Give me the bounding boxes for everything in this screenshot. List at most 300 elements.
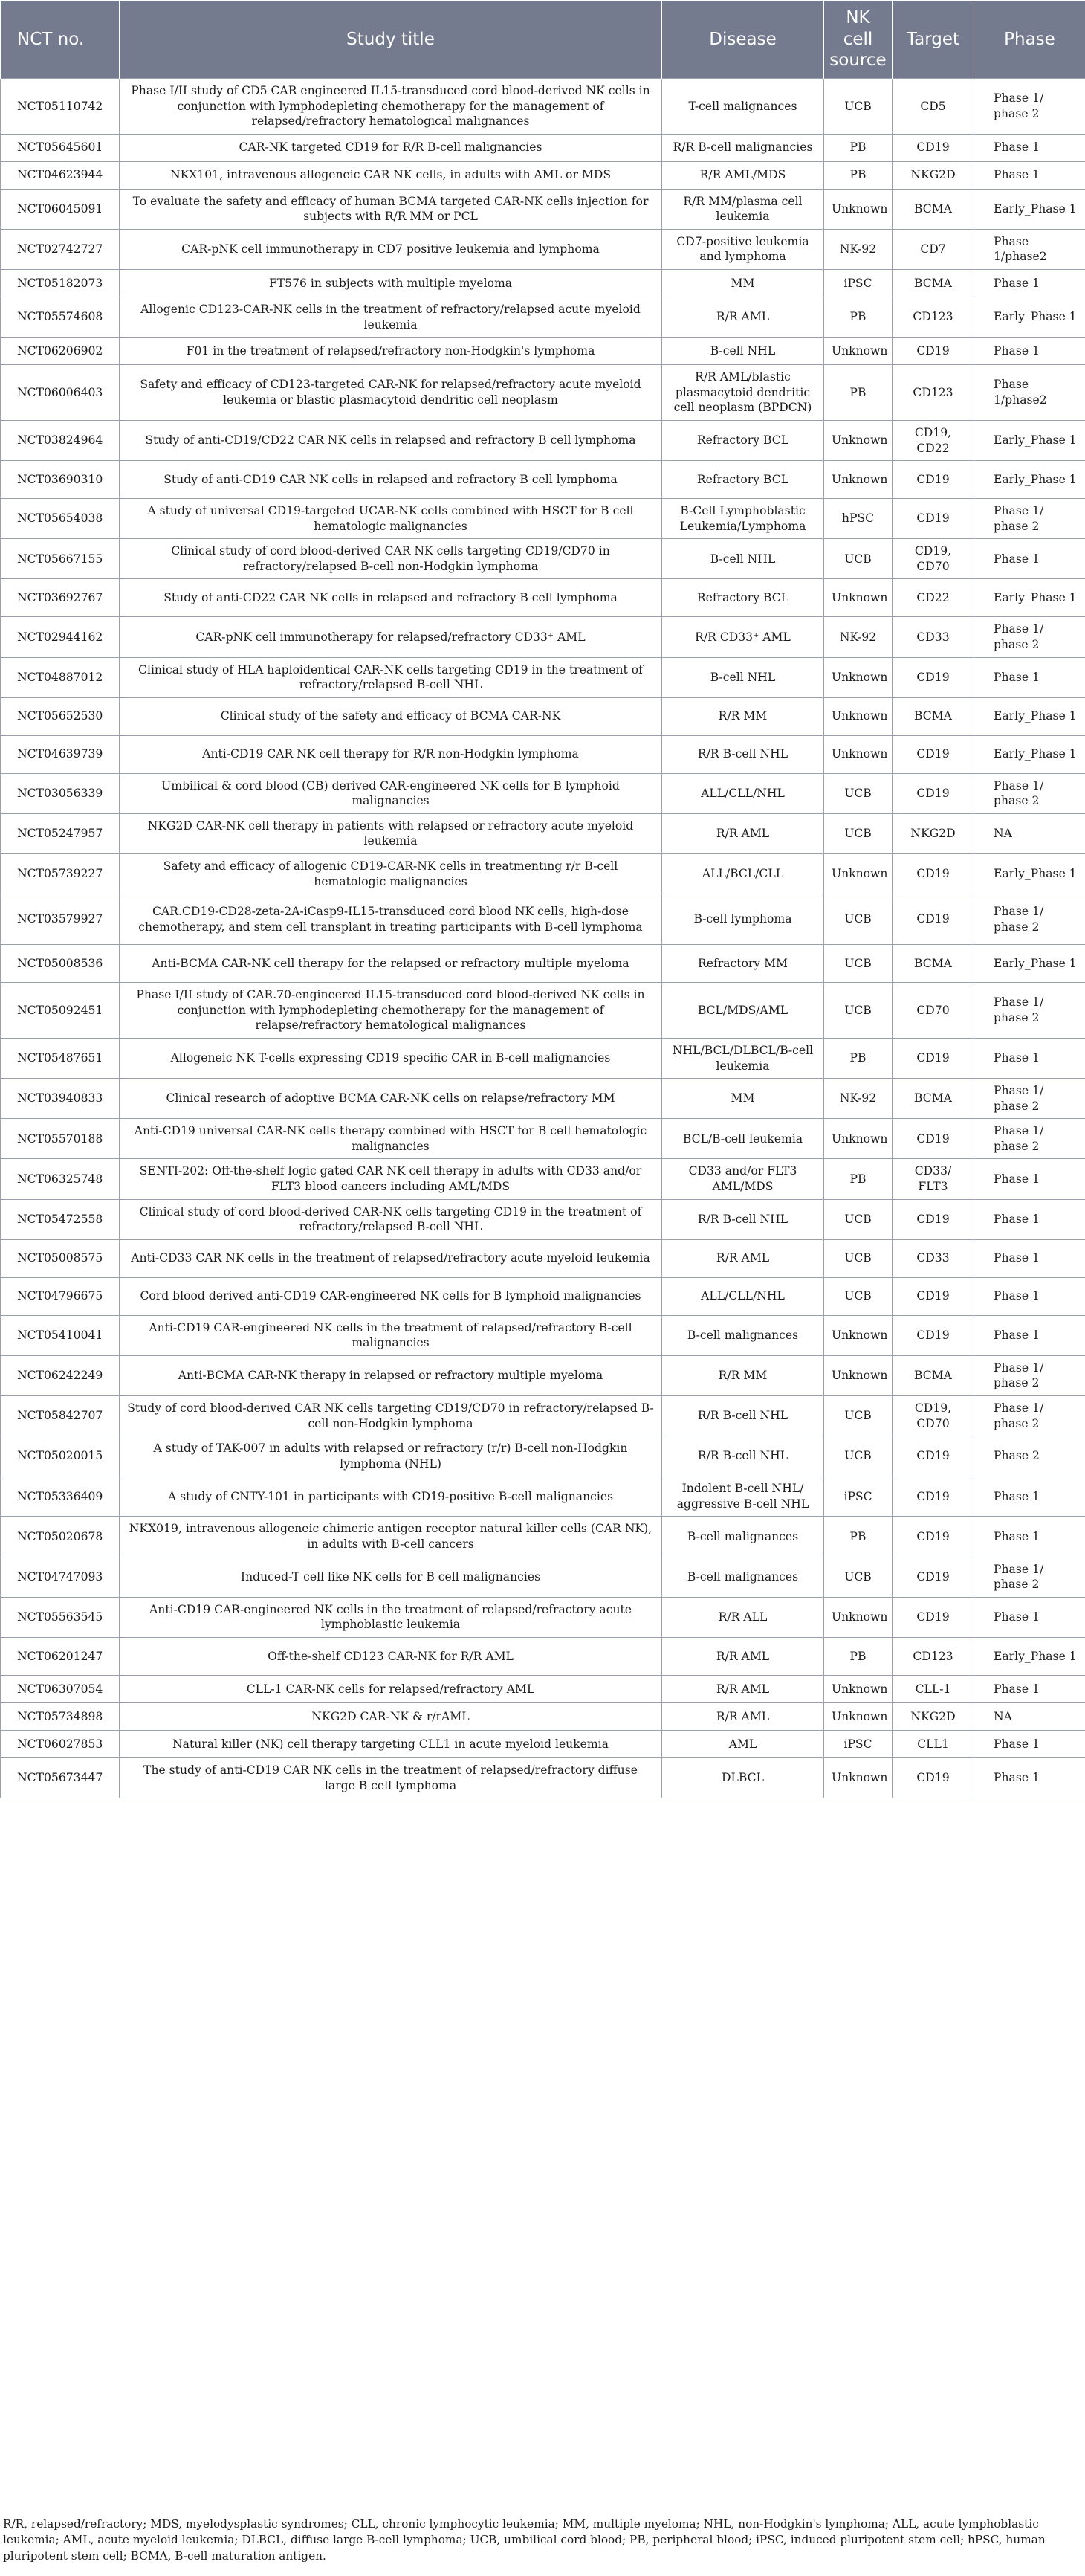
header-row <box>1 1 1085 79</box>
cell-nk-cell-source: UCB <box>824 1199 893 1239</box>
cell-phase: Phase 1 <box>974 1675 1085 1702</box>
cell-phase: Phase 1/ phase 2 <box>974 1079 1085 1119</box>
header-phase: Phase <box>974 1 1085 79</box>
cell-nk-cell-source: UCB <box>824 1396 893 1436</box>
cell-disease: B-cell malignances <box>662 1557 824 1597</box>
cell-disease: CD7-positive leukemia and lymphoma <box>662 229 824 269</box>
cell-target: CD19 <box>893 854 974 894</box>
cell-disease: R/R MM <box>662 1355 824 1395</box>
cell-nct-no: NCT05654038 <box>1 499 120 539</box>
cell-target: CD19 <box>893 735 974 773</box>
cell-target: CD33 <box>893 617 974 657</box>
cell-study-title: Anti-CD19 CAR-engineered NK cells in the treatment of relapsed/refractory B-cell malignancies <box>120 1315 662 1355</box>
cell-phase: Phase 2 <box>974 1436 1085 1476</box>
cell-disease: B-cell NHL <box>662 539 824 579</box>
cell-nk-cell-source: Unknown <box>824 1119 893 1159</box>
cell-study-title: Natural killer (NK) cell therapy targeting CLL1 in acute myeloid leukemia <box>120 1730 662 1757</box>
table-row <box>1 945 1085 983</box>
cell-nct-no: NCT03690310 <box>1 461 120 499</box>
cell-target: CD19, CD70 <box>893 539 974 579</box>
cell-phase: Early_Phase 1 <box>974 854 1085 894</box>
cell-phase: Phase 1/ phase 2 <box>974 773 1085 813</box>
cell-nct-no: NCT05645601 <box>1 134 120 161</box>
cell-nct-no: NCT06206902 <box>1 338 120 365</box>
cell-nct-no: NCT06006403 <box>1 365 120 421</box>
cell-phase: Phase 1 <box>974 1730 1085 1757</box>
cell-target: CD19 <box>893 1557 974 1597</box>
cell-disease: ALL/CLL/NHL <box>662 1277 824 1315</box>
cell-study-title: Anti-BCMA CAR-NK therapy in relapsed or refractory multiple myeloma <box>120 1355 662 1395</box>
cell-study-title: CAR.CD19-CD28-zeta-2A-iCasp9-IL15-transduced cord blood NK cells, high-dose chemotherapy, and stem cell transplant in treating participants with B-cell lymphoma <box>120 894 662 945</box>
cell-phase: Phase 1 <box>974 270 1085 297</box>
cell-target: NKG2D <box>893 813 974 853</box>
table-row <box>1 134 1085 161</box>
cell-disease: ALL/BCL/CLL <box>662 854 824 894</box>
cell-nk-cell-source: Unknown <box>824 1702 893 1730</box>
table-row <box>1 461 1085 499</box>
cell-nk-cell-source: Unknown <box>824 657 893 697</box>
cell-target: CD19 <box>893 1038 974 1078</box>
cell-disease: B-cell lymphoma <box>662 894 824 945</box>
cell-phase: Early_Phase 1 <box>974 420 1085 460</box>
cell-phase: Phase 1/ phase 2 <box>974 1355 1085 1395</box>
table-row <box>1 1239 1085 1277</box>
cell-target: CD19 <box>893 1597 974 1637</box>
cell-nk-cell-source: UCB <box>824 539 893 579</box>
cell-study-title: Anti-CD19 CAR NK cell therapy for R/R non-Hodgkin lymphoma <box>120 735 662 773</box>
cell-study-title: Anti-BCMA CAR-NK cell therapy for the relapsed or refractory multiple myeloma <box>120 945 662 983</box>
table-row <box>1 617 1085 657</box>
cell-target: CD19 <box>893 499 974 539</box>
table-row <box>1 420 1085 460</box>
cell-disease: R/R AML <box>662 1239 824 1277</box>
cell-study-title: Clinical study of cord blood-derived CAR NK cells targeting CD19/CD70 in refractory/relapsed B-cell non-Hodgkin lymphoma <box>120 539 662 579</box>
cell-nct-no: NCT03824964 <box>1 420 120 460</box>
cell-phase: Phase 1 <box>974 161 1085 189</box>
cell-nk-cell-source: PB <box>824 161 893 189</box>
cell-nk-cell-source: Unknown <box>824 854 893 894</box>
table-row <box>1 773 1085 813</box>
cell-target: CD19 <box>893 1315 974 1355</box>
cell-disease: BCL/MDS/AML <box>662 983 824 1039</box>
cell-nct-no: NCT06045091 <box>1 189 120 229</box>
cell-target: CD19, CD22 <box>893 420 974 460</box>
cell-nk-cell-source: NK-92 <box>824 229 893 269</box>
table-row <box>1 229 1085 269</box>
cell-nct-no: NCT06201247 <box>1 1637 120 1675</box>
table-row <box>1 499 1085 539</box>
header-disease: Disease <box>662 1 824 79</box>
cell-disease: Refractory BCL <box>662 579 824 617</box>
cell-disease: MM <box>662 270 824 297</box>
cell-phase: Phase 1 <box>974 1476 1085 1517</box>
cell-study-title: To evaluate the safety and efficacy of human BCMA targeted CAR-NK cells injection for subjects with R/R MM or PCL <box>120 189 662 229</box>
cell-target: CD123 <box>893 297 974 338</box>
cell-study-title: Study of anti-CD19 CAR NK cells in relapsed and refractory B cell lymphoma <box>120 461 662 499</box>
cell-nk-cell-source: hPSC <box>824 499 893 539</box>
cell-target: CLL-1 <box>893 1675 974 1702</box>
cell-target: CLL1 <box>893 1730 974 1757</box>
cell-nct-no: NCT06242249 <box>1 1355 120 1395</box>
cell-disease: R/R MM <box>662 697 824 735</box>
table-row <box>1 539 1085 579</box>
table-row <box>1 1557 1085 1597</box>
cell-phase: NA <box>974 813 1085 853</box>
cell-phase: Phase 1 <box>974 1038 1085 1078</box>
cell-nct-no: NCT04747093 <box>1 1557 120 1597</box>
cell-phase: Phase 1 <box>974 1159 1085 1199</box>
header-nk-cell-source: NK cell source <box>824 1 893 79</box>
cell-phase: Phase 1 <box>974 1315 1085 1355</box>
cell-study-title: Clinical study of cord blood-derived CAR-NK cells targeting CD19 in the treatment of refractory/relapsed B-cell NHL <box>120 1199 662 1239</box>
table-row <box>1 657 1085 697</box>
cell-disease: BCL/B-cell leukemia <box>662 1119 824 1159</box>
cell-study-title: Clinical study of the safety and efficacy of BCMA CAR-NK <box>120 697 662 735</box>
table-row <box>1 1730 1085 1757</box>
cell-phase: Phase 1/ phase 2 <box>974 617 1085 657</box>
cell-target: CD19 <box>893 894 974 945</box>
cell-disease: B-Cell Lymphoblastic Leukemia/Lymphoma <box>662 499 824 539</box>
cell-nct-no: NCT02742727 <box>1 229 120 269</box>
cell-nk-cell-source: Unknown <box>824 461 893 499</box>
cell-disease: B-cell NHL <box>662 338 824 365</box>
cell-nk-cell-source: UCB <box>824 983 893 1039</box>
cell-nct-no: NCT05673447 <box>1 1757 120 1798</box>
table-row <box>1 1637 1085 1675</box>
cell-nct-no: NCT05574608 <box>1 297 120 338</box>
cell-nct-no: NCT04639739 <box>1 735 120 773</box>
cell-disease: CD33 and/or FLT3 AML/MDS <box>662 1159 824 1199</box>
cell-study-title: Study of anti-CD22 CAR NK cells in relapsed and refractory B cell lymphoma <box>120 579 662 617</box>
cell-study-title: FT576 in subjects with multiple myeloma <box>120 270 662 297</box>
cell-target: CD5 <box>893 79 974 135</box>
cell-phase: Phase 1 <box>974 1239 1085 1277</box>
cell-phase: Phase 1 <box>974 1199 1085 1239</box>
cell-nct-no: NCT05020678 <box>1 1517 120 1557</box>
cell-nct-no: NCT03056339 <box>1 773 120 813</box>
cell-phase: Phase 1 <box>974 1757 1085 1798</box>
cell-study-title: Safety and efficacy of allogenic CD19-CAR-NK cells in treatmenting r/r B-cell hematologic malignancies <box>120 854 662 894</box>
cell-study-title: Phase I/II study of CAR.70-engineered IL15-transduced cord blood-derived NK cells in conjunction with lymphodepleting chemotherapy for the management of relapse/refractory hematological malignances <box>120 983 662 1039</box>
cell-nk-cell-source: iPSC <box>824 1476 893 1517</box>
table-row <box>1 1396 1085 1436</box>
cell-target: BCMA <box>893 189 974 229</box>
cell-study-title: Anti-CD19 universal CAR-NK cells therapy combined with HSCT for B cell hematologic malignancies <box>120 1119 662 1159</box>
table-row <box>1 697 1085 735</box>
cell-phase: Phase 1/ phase 2 <box>974 499 1085 539</box>
cell-nct-no: NCT05110742 <box>1 79 120 135</box>
cell-nk-cell-source: Unknown <box>824 1597 893 1637</box>
cell-nk-cell-source: UCB <box>824 1239 893 1277</box>
cell-target: CD33 <box>893 1239 974 1277</box>
cell-nk-cell-source: PB <box>824 134 893 161</box>
cell-study-title: Clinical study of HLA haploidentical CAR-NK cells targeting CD19 in the treatment of refractory/relapsed B-cell NHL <box>120 657 662 697</box>
cell-target: NKG2D <box>893 161 974 189</box>
cell-target: CD123 <box>893 365 974 421</box>
table-row <box>1 1355 1085 1395</box>
cell-nk-cell-source: PB <box>824 1517 893 1557</box>
cell-study-title: Allogenic CD123-CAR-NK cells in the treatment of refractory/relapsed acute myeloid leukemia <box>120 297 662 338</box>
cell-disease: Refractory BCL <box>662 420 824 460</box>
cell-nct-no: NCT05410041 <box>1 1315 120 1355</box>
cell-nk-cell-source: Unknown <box>824 189 893 229</box>
cell-nk-cell-source: Unknown <box>824 579 893 617</box>
cell-nct-no: NCT06027853 <box>1 1730 120 1757</box>
table-row <box>1 1757 1085 1798</box>
cell-target: CD19 <box>893 657 974 697</box>
cell-disease: AML <box>662 1730 824 1757</box>
cell-phase: Phase 1 <box>974 1277 1085 1315</box>
cell-nct-no: NCT05336409 <box>1 1476 120 1517</box>
cell-phase: Phase 1/ phase 2 <box>974 983 1085 1039</box>
cell-nk-cell-source: UCB <box>824 945 893 983</box>
cell-target: CD19 <box>893 338 974 365</box>
table-footnote: R/R, relapsed/refractory; MDS, myelodysplastic syndromes; CLL, chronic lymphocytic leukemia; MM, multiple myeloma; NHL, non-Hodgkin's lymphoma; ALL, acute lymphoblastic leukemia; AML, acute myeloid leukemia; DLBCL, diffuse large B-cell lymphoma; UCB, umbilical cord blood; PB, peripheral blood; iPSC, induced pluripotent stem cell; hPSC, human pluripotent stem cell; BCMA, B-cell maturation antigen. <box>3 2517 1046 2563</box>
table-row <box>1 813 1085 853</box>
cell-nk-cell-source: iPSC <box>824 1730 893 1757</box>
cell-target: BCMA <box>893 1355 974 1395</box>
cell-study-title: Clinical research of adoptive BCMA CAR-NK cells on relapse/refractory MM <box>120 1079 662 1119</box>
cell-phase: Early_Phase 1 <box>974 297 1085 338</box>
cell-target: CD19 <box>893 1517 974 1557</box>
cell-nct-no: NCT02944162 <box>1 617 120 657</box>
cell-disease: B-cell malignances <box>662 1315 824 1355</box>
cell-phase: Phase 1 <box>974 539 1085 579</box>
cell-phase: Phase 1 <box>974 657 1085 697</box>
table-row <box>1 894 1085 945</box>
table-row <box>1 1199 1085 1239</box>
cell-target: CD19, CD70 <box>893 1396 974 1436</box>
cell-phase: Early_Phase 1 <box>974 579 1085 617</box>
cell-phase: Early_Phase 1 <box>974 189 1085 229</box>
cell-nct-no: NCT05667155 <box>1 539 120 579</box>
cell-disease: R/R MM/plasma cell leukemia <box>662 189 824 229</box>
cell-study-title: Umbilical & cord blood (CB) derived CAR-engineered NK cells for B lymphoid malignancies <box>120 773 662 813</box>
cell-nk-cell-source: Unknown <box>824 697 893 735</box>
cell-phase: Early_Phase 1 <box>974 945 1085 983</box>
cell-disease: R/R B-cell NHL <box>662 1199 824 1239</box>
cell-disease: R/R AML <box>662 1637 824 1675</box>
cell-phase: Phase 1/ phase 2 <box>974 1557 1085 1597</box>
cell-disease: R/R AML <box>662 1675 824 1702</box>
cell-disease: R/R AML/MDS <box>662 161 824 189</box>
cell-phase: Phase 1/phase2 <box>974 229 1085 269</box>
cell-nk-cell-source: NK-92 <box>824 617 893 657</box>
cell-target: BCMA <box>893 270 974 297</box>
table-row <box>1 1702 1085 1730</box>
cell-nct-no: NCT05472558 <box>1 1199 120 1239</box>
cell-study-title: NKG2D CAR-NK cell therapy in patients with relapsed or refractory acute myeloid leukemia <box>120 813 662 853</box>
cell-nk-cell-source: Unknown <box>824 1757 893 1798</box>
cell-target: CD19 <box>893 1436 974 1476</box>
table-row <box>1 1517 1085 1557</box>
table-row <box>1 1159 1085 1199</box>
cell-disease: R/R CD33⁺ AML <box>662 617 824 657</box>
cell-target: CD22 <box>893 579 974 617</box>
cell-study-title: SENTI-202: Off-the-shelf logic gated CAR NK cell therapy in adults with CD33 and/or FLT3 blood cancers including AML/MDS <box>120 1159 662 1199</box>
table-header <box>1 1 1085 79</box>
cell-disease: R/R B-cell NHL <box>662 1396 824 1436</box>
cell-nk-cell-source: NK-92 <box>824 1079 893 1119</box>
cell-disease: ALL/CLL/NHL <box>662 773 824 813</box>
cell-nct-no: NCT05092451 <box>1 983 120 1039</box>
cell-nct-no: NCT05008575 <box>1 1239 120 1277</box>
table-row <box>1 1597 1085 1637</box>
cell-nct-no: NCT05020015 <box>1 1436 120 1476</box>
cell-nct-no: NCT05739227 <box>1 854 120 894</box>
cell-nct-no: NCT06307054 <box>1 1675 120 1702</box>
cell-phase: Phase 1/ phase 2 <box>974 79 1085 135</box>
cell-nct-no: NCT04623944 <box>1 161 120 189</box>
cell-nct-no: NCT05734898 <box>1 1702 120 1730</box>
cell-study-title: CLL-1 CAR-NK cells for relapsed/refractory AML <box>120 1675 662 1702</box>
cell-target: CD19 <box>893 1119 974 1159</box>
cell-nk-cell-source: UCB <box>824 894 893 945</box>
cell-nk-cell-source: Unknown <box>824 420 893 460</box>
cell-nct-no: NCT05182073 <box>1 270 120 297</box>
cell-disease: B-cell malignances <box>662 1517 824 1557</box>
table-row <box>1 735 1085 773</box>
cell-phase: NA <box>974 1702 1085 1730</box>
cell-study-title: Cord blood derived anti-CD19 CAR-engineered NK cells for B lymphoid malignancies <box>120 1277 662 1315</box>
cell-study-title: Anti-CD33 CAR NK cells in the treatment of relapsed/refractory acute myeloid leukemia <box>120 1239 662 1277</box>
cell-study-title: Induced-T cell like NK cells for B cell malignancies <box>120 1557 662 1597</box>
cell-target: NKG2D <box>893 1702 974 1730</box>
cell-nk-cell-source: UCB <box>824 813 893 853</box>
table-row <box>1 1277 1085 1315</box>
cell-study-title: NKG2D CAR-NK & r/rAML <box>120 1702 662 1730</box>
cell-nk-cell-source: UCB <box>824 773 893 813</box>
cell-disease: R/R B-cell NHL <box>662 735 824 773</box>
cell-nct-no: NCT05008536 <box>1 945 120 983</box>
cell-target: CD70 <box>893 983 974 1039</box>
table-row <box>1 983 1085 1039</box>
cell-nk-cell-source: UCB <box>824 79 893 135</box>
cell-disease: R/R B-cell malignancies <box>662 134 824 161</box>
cell-study-title: Study of cord blood-derived CAR NK cells targeting CD19/CD70 in refractory/relapsed B-cell non-Hodgkin lymphoma <box>120 1396 662 1436</box>
cell-target: CD123 <box>893 1637 974 1675</box>
cell-nct-no: NCT05842707 <box>1 1396 120 1436</box>
cell-disease: Refractory BCL <box>662 461 824 499</box>
table-row <box>1 270 1085 297</box>
table-row <box>1 1476 1085 1517</box>
cell-nk-cell-source: UCB <box>824 1557 893 1597</box>
cell-study-title: Study of anti-CD19/CD22 CAR NK cells in relapsed and refractory B cell lymphoma <box>120 420 662 460</box>
cell-nk-cell-source: Unknown <box>824 735 893 773</box>
cell-nk-cell-source: UCB <box>824 1436 893 1476</box>
cell-study-title: Allogeneic NK T-cells expressing CD19 specific CAR in B-cell malignancies <box>120 1038 662 1078</box>
cell-disease: R/R ALL <box>662 1597 824 1637</box>
table-row <box>1 338 1085 365</box>
cell-target: CD19 <box>893 134 974 161</box>
table-row <box>1 579 1085 617</box>
cell-nk-cell-source: PB <box>824 365 893 421</box>
cell-phase: Phase 1/ phase 2 <box>974 1119 1085 1159</box>
cell-nk-cell-source: Unknown <box>824 1355 893 1395</box>
cell-phase: Early_Phase 1 <box>974 735 1085 773</box>
cell-nct-no: NCT05570188 <box>1 1119 120 1159</box>
cell-phase: Early_Phase 1 <box>974 697 1085 735</box>
cell-target: CD19 <box>893 1476 974 1517</box>
cell-phase: Phase 1/ phase 2 <box>974 894 1085 945</box>
cell-nct-no: NCT04887012 <box>1 657 120 697</box>
table-row <box>1 854 1085 894</box>
cell-disease: R/R AML <box>662 813 824 853</box>
cell-study-title: Safety and efficacy of CD123-targeted CAR-NK for relapsed/refractory acute myeloid leukemia or blastic plasmacytoid dendritic cell neoplasm <box>120 365 662 421</box>
cell-nct-no: NCT05563545 <box>1 1597 120 1637</box>
table-row <box>1 1436 1085 1476</box>
cell-nct-no: NCT05247957 <box>1 813 120 853</box>
table-row <box>1 189 1085 229</box>
cell-phase: Phase 1 <box>974 134 1085 161</box>
cell-target: CD19 <box>893 773 974 813</box>
cell-nk-cell-source: Unknown <box>824 1675 893 1702</box>
cell-target: BCMA <box>893 1079 974 1119</box>
cell-study-title: Off-the-shelf CD123 CAR-NK for R/R AML <box>120 1637 662 1675</box>
cell-target: CD19 <box>893 1757 974 1798</box>
header-target: Target <box>893 1 974 79</box>
cell-target: CD19 <box>893 1199 974 1239</box>
cell-nk-cell-source: PB <box>824 1159 893 1199</box>
cell-study-title: Anti-CD19 CAR-engineered NK cells in the treatment of relapsed/refractory acute lymphoblastic leukemia <box>120 1597 662 1637</box>
cell-phase: Early_Phase 1 <box>974 461 1085 499</box>
cell-disease: NHL/BCL/DLBCL/B-cell leukemia <box>662 1038 824 1078</box>
cell-nk-cell-source: iPSC <box>824 270 893 297</box>
cell-nk-cell-source: Unknown <box>824 338 893 365</box>
table-row <box>1 79 1085 135</box>
cell-nct-no: NCT04796675 <box>1 1277 120 1315</box>
table-row <box>1 1675 1085 1702</box>
cell-nct-no: NCT06325748 <box>1 1159 120 1199</box>
cell-nk-cell-source: UCB <box>824 1277 893 1315</box>
cell-study-title: A study of CNTY-101 in participants with CD19-positive B-cell malignancies <box>120 1476 662 1517</box>
table-row <box>1 1038 1085 1078</box>
cell-study-title: NKX019, intravenous allogeneic chimeric antigen receptor natural killer cells (CAR NK), in adults with B-cell cancers <box>120 1517 662 1557</box>
cell-disease: R/R AML <box>662 1702 824 1730</box>
table-row <box>1 297 1085 338</box>
cell-target: CD33/ FLT3 <box>893 1159 974 1199</box>
table-row <box>1 1315 1085 1355</box>
cell-disease: R/R B-cell NHL <box>662 1436 824 1476</box>
cell-nk-cell-source: PB <box>824 1038 893 1078</box>
cell-target: BCMA <box>893 945 974 983</box>
cell-nct-no: NCT03940833 <box>1 1079 120 1119</box>
cell-study-title: A study of universal CD19-targeted UCAR-NK cells combined with HSCT for B cell hematologic malignancies <box>120 499 662 539</box>
cell-nct-no: NCT05487651 <box>1 1038 120 1078</box>
table-row <box>1 1119 1085 1159</box>
cell-disease: B-cell NHL <box>662 657 824 697</box>
cell-study-title: NKX101, intravenous allogeneic CAR NK cells, in adults with AML or MDS <box>120 161 662 189</box>
table-row <box>1 1079 1085 1119</box>
cell-target: CD19 <box>893 461 974 499</box>
cell-nk-cell-source: PB <box>824 297 893 338</box>
cell-study-title: CAR-NK targeted CD19 for R/R B-cell malignancies <box>120 134 662 161</box>
cell-disease: T-cell malignances <box>662 79 824 135</box>
table-body <box>1 79 1085 1798</box>
cell-phase: Phase 1/ phase 2 <box>974 1396 1085 1436</box>
cell-target: CD19 <box>893 1277 974 1315</box>
cell-phase: Phase 1 <box>974 1597 1085 1637</box>
cell-study-title: A study of TAK-007 in adults with relapsed or refractory (r/r) B-cell non-Hodgkin lymphoma (NHL) <box>120 1436 662 1476</box>
cell-phase: Phase 1 <box>974 338 1085 365</box>
header-nct-no: NCT no. <box>1 1 120 79</box>
cell-disease: DLBCL <box>662 1757 824 1798</box>
cell-nk-cell-source: Unknown <box>824 1315 893 1355</box>
cell-nct-no: NCT03692767 <box>1 579 120 617</box>
cell-phase: Phase 1/phase2 <box>974 365 1085 421</box>
cell-disease: Refractory MM <box>662 945 824 983</box>
cell-study-title: CAR-pNK cell immunotherapy for relapsed/refractory CD33⁺ AML <box>120 617 662 657</box>
